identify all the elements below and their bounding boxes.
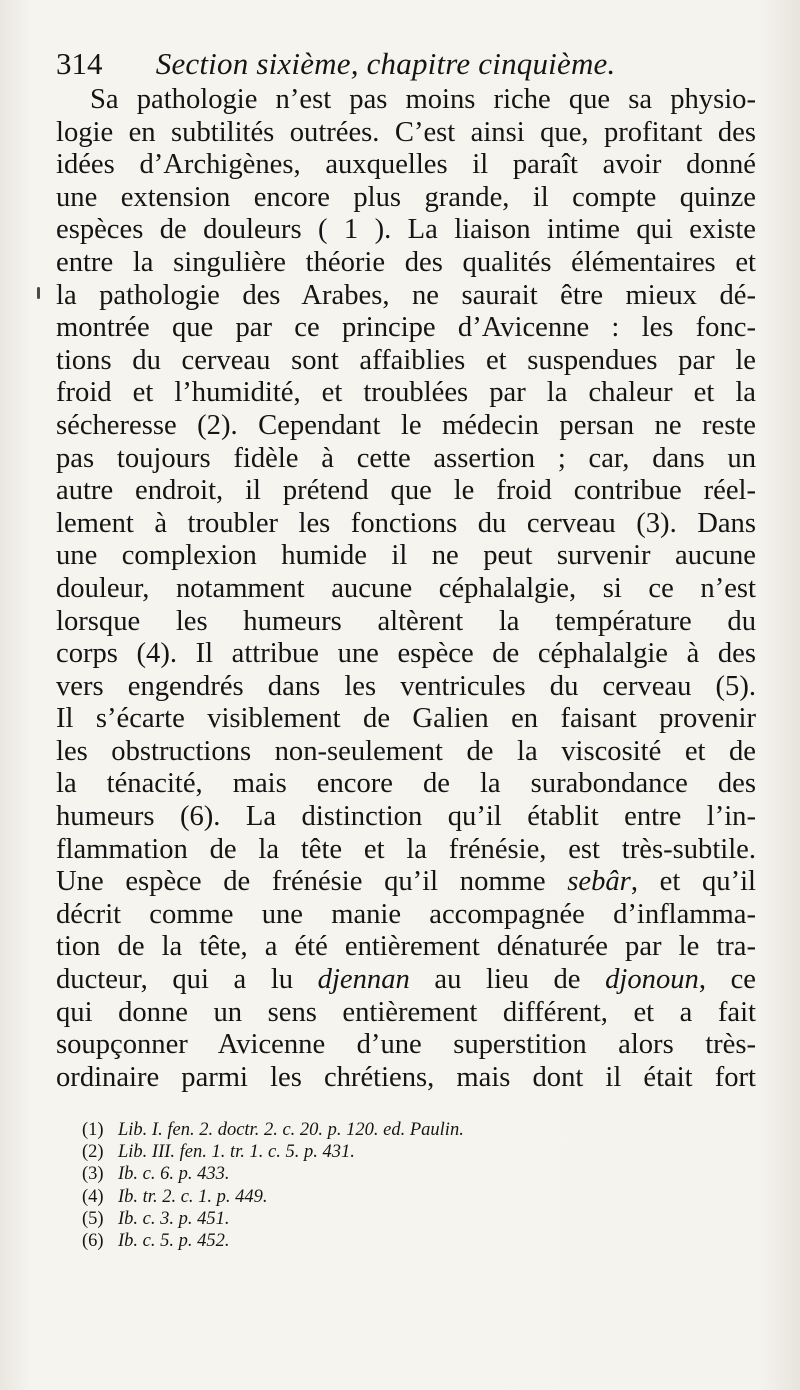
text-segment: une extension encore plus grande, il compte quinze (56, 181, 756, 213)
text-segment: ducteur, qui a lu (56, 964, 318, 996)
footnote-text: Ib. c. 5. p. 452. (118, 1230, 230, 1251)
text-line (56, 768, 756, 801)
text-line (56, 377, 756, 410)
margin-mark (37, 287, 40, 299)
text-segment: décrit comme une manie accompagnée d’inflamma- (56, 898, 756, 930)
text-line (56, 475, 756, 508)
footnote-number: (1) (82, 1120, 104, 1140)
text-segment: , ce (698, 964, 756, 996)
italic-term: djonoun (605, 964, 699, 996)
text-segment: au lieu de (409, 964, 606, 996)
italic-term: sebâr (567, 866, 631, 898)
footnote-text: Lib. III. fen. 1. tr. 1. c. 5. p. 431. (118, 1142, 355, 1163)
text-line (56, 508, 756, 541)
footnote (82, 1186, 732, 1208)
text-line (56, 801, 756, 834)
text-segment: lement à troubler les fonctions du cerveau (3). Dans (56, 507, 756, 539)
text-segment: autre endroit, il prétend que le froid contribue réel- (56, 475, 756, 507)
footnote-number: (5) (82, 1208, 104, 1229)
text-segment: la ténacité, mais encore de la surabondance des (56, 768, 756, 800)
text-segment: idées d’Archigènes, auxquelles il paraît avoir donné (56, 149, 756, 181)
text-segment: ordinaire parmi les chrétiens, mais dont il était fort (56, 1061, 756, 1093)
page-number: 314 (56, 46, 103, 81)
text-segment: logie en subtilités outrées. C’est ainsi que, profitant des (56, 116, 756, 148)
footnote-text: Lib. I. fen. 2. doctr. 2. c. 20. p. 120. ed. Paulin. (118, 1120, 464, 1140)
text-segment: flammation de la tête et la frénésie, est très-subtile. (56, 833, 756, 865)
text-line (56, 443, 756, 476)
text-line (56, 345, 756, 378)
text-segment: montrée que par ce principe d’Avicenne : les fonc- (56, 312, 756, 344)
footnote-number: (2) (82, 1142, 104, 1163)
text-line (56, 1029, 756, 1062)
text-line (56, 964, 756, 997)
text-segment: douleur, notamment aucune céphalalgie, si ce n’est (56, 572, 756, 604)
footnote-text: Ib. c. 6. p. 433. (118, 1164, 230, 1185)
text-line (56, 1062, 756, 1095)
text-segment: sécheresse (2). Cependant le médecin persan ne reste (56, 409, 756, 441)
text-line (56, 606, 756, 639)
page-header (56, 44, 756, 84)
text-segment: , et qu’il (630, 866, 756, 898)
footnote (82, 1119, 732, 1141)
footnote-text: Ib. tr. 2. c. 1. p. 449. (118, 1186, 268, 1207)
running-title: Section sixième, chapitre cinquième. (155, 46, 616, 81)
text-line (56, 540, 756, 573)
footnote (82, 1141, 732, 1163)
text-segment: lorsque les humeurs altèrent la température du (56, 605, 756, 637)
text-segment: Sa pathologie n’est pas moins riche que sa physio- (90, 84, 756, 115)
italic-term: djennan (317, 964, 410, 996)
text-segment: tions du cerveau sont affaiblies et suspendues par le (56, 344, 756, 376)
text-line (56, 84, 756, 117)
text-segment: espèces de douleurs ( 1 ). La liaison intime qui existe (56, 214, 756, 246)
text-line (56, 671, 756, 704)
footnote-number: (6) (82, 1230, 104, 1251)
text-line (56, 214, 756, 247)
text-line (56, 736, 756, 769)
text-segment: tion de la tête, a été entièrement dénaturée par le tra- (56, 931, 756, 963)
text-segment: Il s’écarte visiblement de Galien en faisant provenir (56, 703, 756, 735)
text-line (56, 312, 756, 345)
text-line (56, 997, 756, 1030)
text-segment: entre la singulière théorie des qualités élémentaires et (56, 246, 756, 278)
text-segment: vers engendrés dans les ventricules du cerveau (5). (56, 670, 756, 702)
text-line (56, 899, 756, 932)
text-line (56, 149, 756, 182)
text-line (56, 703, 756, 736)
text-segment: corps (4). Il attribue une espèce de céphalalgie à des (56, 638, 756, 670)
text-segment: qui donne un sens entièrement différent, et a fait (56, 996, 756, 1028)
text-line (56, 182, 756, 215)
text-line (56, 247, 756, 280)
text-line (56, 117, 756, 150)
body-text (56, 84, 756, 1094)
text-line (56, 638, 756, 671)
text-segment: la pathologie des Arabes, ne saurait être mieux dé- (56, 279, 756, 311)
footnotes (82, 1119, 732, 1252)
text-segment: une complexion humide il ne peut survenir aucune (56, 540, 756, 572)
text-line (56, 931, 756, 964)
footnote-text: Ib. c. 3. p. 451. (118, 1208, 230, 1229)
footnote-number: (3) (82, 1164, 104, 1185)
text-line (56, 866, 756, 899)
text-line (56, 834, 756, 867)
text-line (56, 410, 756, 443)
footnote (82, 1230, 732, 1252)
footnote-number: (4) (82, 1186, 104, 1207)
text-line (56, 280, 756, 313)
text-segment: soupçonner Avicenne d’une superstition alors très- (56, 1029, 756, 1061)
text-segment: pas toujours fidèle à cette assertion ; car, dans un (56, 442, 756, 474)
footnote (82, 1208, 732, 1230)
text-segment: Une espèce de frénésie qu’il nomme (56, 866, 568, 898)
text-line (56, 573, 756, 606)
text-segment: humeurs (6). La distinction qu’il établit entre l’in- (56, 801, 756, 833)
text-segment: froid et l’humidité, et troublées par la chaleur et la (56, 377, 756, 409)
footnote (82, 1163, 732, 1185)
text-segment: les obstructions non-seulement de la viscosité et de (56, 735, 756, 767)
